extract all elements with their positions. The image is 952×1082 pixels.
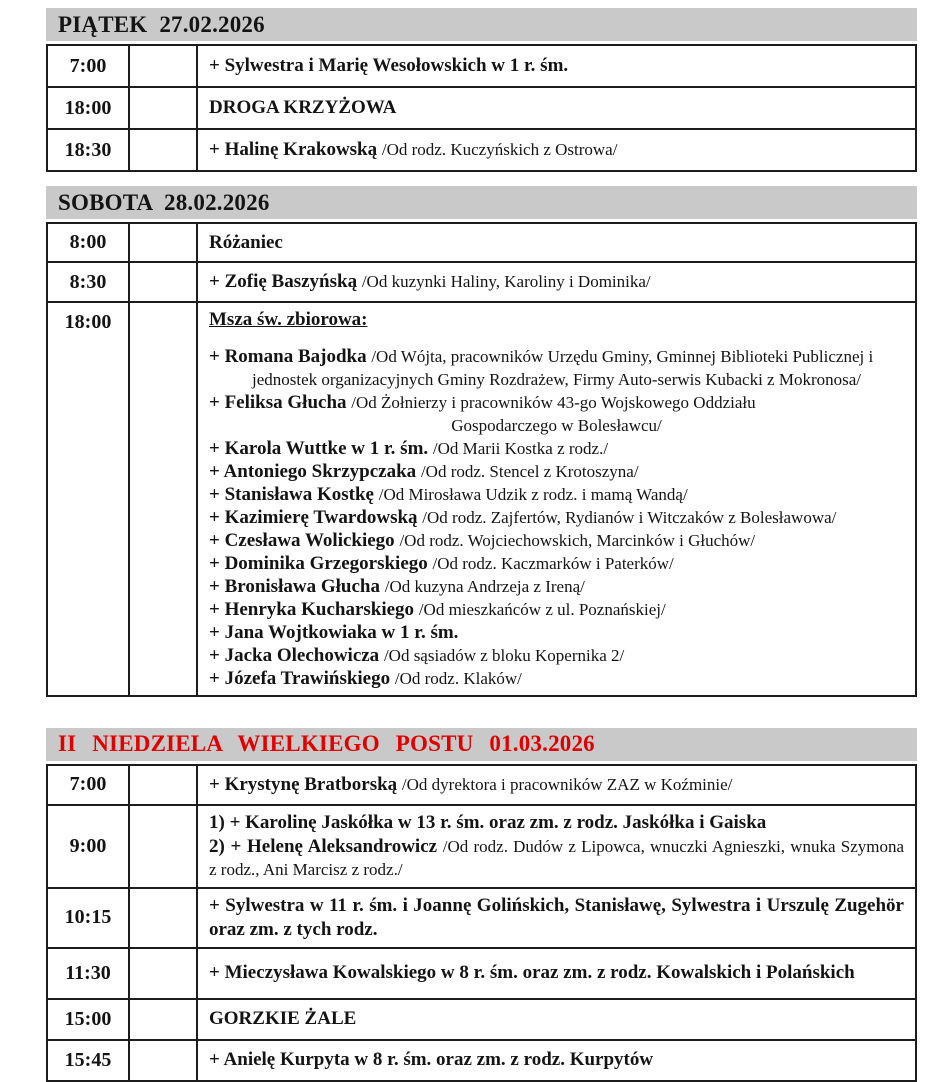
intention-text: + Anielę Kurpyta w 8 r. śm. oraz zm. z rodz. Kurpytów	[209, 1049, 654, 1071]
time-cell: 8:00	[47, 223, 129, 262]
blank-cell	[129, 223, 197, 262]
intention-text: + Romana Bajodka	[209, 345, 367, 367]
intention-cell	[197, 1040, 916, 1081]
intention-donor: /Od Marii Kostka z rodz./	[432, 438, 609, 458]
time-cell: 15:45	[47, 1040, 129, 1081]
intention-text: + Sylwestra i Marię Wesołowskich w 1 r. śm.	[209, 55, 569, 77]
section-header-sunday	[46, 728, 917, 761]
intention-donor: /Od rodz. Dudów z Lipowca, wnuczki Agnieszki, wnuka Szymona z rodz., Ani Marcisz z rodz./	[209, 836, 905, 880]
intention-cell	[197, 948, 916, 999]
table-row	[47, 1040, 916, 1081]
section-gap	[0, 172, 952, 186]
service-name: GORZKIE ŻALE	[209, 1008, 357, 1030]
intention-donor: /Od rodz. Wojciechowskich, Marcinków i Głuchów/	[399, 530, 756, 550]
friday-table	[46, 44, 917, 172]
intention-cell	[197, 999, 916, 1040]
section-header-saturday	[46, 186, 917, 219]
section-title: SOBOTA 28.02.2026	[58, 189, 270, 215]
time-cell: 9:00	[47, 805, 129, 888]
time-cell: 15:00	[47, 999, 129, 1040]
table-row	[47, 948, 916, 999]
intention-text: + Krystynę Bratborską	[209, 773, 398, 795]
intention-donor: /Od rodz. Zajfertów, Rydianów i Witczaków z Bolesławowa/	[422, 507, 837, 527]
collective-mass-heading: Msza św. zbiorowa:	[209, 309, 368, 330]
service-name: Różaniec	[209, 231, 283, 253]
table-row	[47, 87, 916, 129]
intention-item	[209, 552, 904, 575]
intention-donor: /Od rodz. Kaczmarków i Paterków/	[432, 553, 674, 573]
table-row	[47, 999, 916, 1040]
time-cell: 18:00	[47, 302, 129, 696]
intention-item	[209, 345, 904, 391]
intention-text: + Mieczysława Kowalskiego w 8 r. śm. oraz zm. z rodz. Kowalskich i Polańskich	[209, 962, 855, 984]
blank-cell	[129, 129, 197, 171]
intention-text: + Kazimierę Twardowską	[209, 506, 418, 528]
intention-cell	[197, 262, 916, 302]
collective-mass-cell	[197, 302, 916, 696]
intention-donor: /Od mieszkańców z ul. Poznańskiej/	[418, 599, 666, 619]
time-cell: 18:30	[47, 129, 129, 171]
intention-text: + Józefa Trawińskiego	[209, 667, 391, 689]
intention-donor: /Od Wójta, pracowników Urzędu Gminy, Gminnej Biblioteki Publicznej i	[371, 346, 874, 366]
intention-cell	[197, 805, 916, 888]
intention-text: + Antoniego Skrzypczaka	[209, 460, 417, 482]
service-name: DROGA KRZYŻOWA	[209, 97, 397, 119]
section-header-friday	[46, 8, 917, 41]
table-row	[47, 805, 916, 888]
intention-item	[209, 529, 904, 552]
intention-text-1: 1) + Karolinę Jaskółka w 13 r. śm. oraz zm. z rodz. Jaskółka i Gaiska	[209, 811, 767, 833]
time-cell: 18:00	[47, 87, 129, 129]
blank-cell	[129, 45, 197, 87]
intention-text: + Karola Wuttke w 1 r. śm.	[209, 437, 429, 459]
table-row	[47, 765, 916, 805]
time-cell: 10:15	[47, 888, 129, 948]
table-row	[47, 129, 916, 171]
table-row	[47, 262, 916, 302]
section-gap	[0, 697, 952, 728]
intention-text: + Halinę Krakowską	[209, 139, 378, 161]
intention-text: + Jacka Olechowicza	[209, 644, 380, 666]
intention-cell	[197, 45, 916, 87]
intention-name: 2) + Helenę Aleksandrowicz	[209, 835, 438, 857]
blank-cell	[129, 1040, 197, 1081]
sunday-table	[46, 764, 917, 1082]
intention-item	[209, 598, 904, 621]
intention-donor: /Od rodz. Stencel z Krotoszyna/	[420, 461, 639, 481]
intention-item	[209, 391, 904, 437]
section-title: PIĄTEK 27.02.2026	[58, 11, 265, 37]
intention-donor: /Od dyrektora i pracowników ZAZ w Koźminie/	[401, 774, 733, 794]
intention-text: + Bronisława Głucha	[209, 575, 380, 597]
intention-donor: /Od kuzyna Andrzeja z Ireną/	[384, 576, 585, 596]
intention-item	[209, 506, 904, 529]
intention-donor: /Od kuzynki Haliny, Karoliny i Dominika/	[361, 272, 651, 292]
intention-item	[209, 644, 904, 667]
intention-donor: /Od sąsiadów z bloku Kopernika 2/	[383, 645, 625, 665]
intention-item	[209, 667, 904, 690]
intention-donor: /Od Żołnierzy i pracowników 43-go Wojskowego Oddziału	[351, 392, 756, 412]
intention-text: + Henryka Kucharskiego	[209, 598, 415, 620]
intention-donor: /Od rodz. Kuczyńskich z Ostrowa/	[381, 140, 618, 160]
blank-cell	[129, 87, 197, 129]
time-cell: 8:30	[47, 262, 129, 302]
blank-cell	[129, 302, 197, 696]
blank-cell	[129, 999, 197, 1040]
time-cell: 11:30	[47, 948, 129, 999]
intention-cell	[197, 129, 916, 171]
blank-cell	[129, 262, 197, 302]
intention-cell	[197, 765, 916, 805]
intention-item	[209, 621, 904, 644]
intention-donor-continuation: Gospodarczego w Bolesławcu/	[451, 415, 662, 435]
intention-text: + Czesława Wolickiego	[209, 529, 395, 551]
intention-text: + Dominika Grzegorskiego	[209, 552, 428, 574]
saturday-table	[46, 222, 917, 697]
intention-item	[209, 483, 904, 506]
intention-donor: /Od Mirosława Udzik z rodz. i mamą Wandą/	[378, 484, 688, 504]
intention-item	[209, 460, 904, 483]
intention-cell	[197, 888, 916, 948]
table-row	[47, 45, 916, 87]
table-row	[47, 888, 916, 948]
blank-cell	[129, 948, 197, 999]
intention-text-2	[209, 835, 904, 883]
blank-cell	[129, 805, 197, 888]
intention-text: + Jana Wojtkowiaka w 1 r. śm.	[209, 621, 459, 643]
time-cell: 7:00	[47, 765, 129, 805]
intention-item	[209, 437, 904, 460]
intention-item	[209, 575, 904, 598]
intention-cell	[197, 223, 916, 262]
table-row	[47, 223, 916, 262]
intention-text: + Zofię Baszyńską	[209, 271, 358, 293]
top-margin	[0, 0, 952, 8]
intention-donor-continuation: jednostek organizacyjnych Gminy Rozdrażew, Firmy Auto-serwis Kubacki z Mokronosa/	[251, 369, 862, 389]
table-row	[47, 302, 916, 696]
section-title: II NIEDZIELA WIELKIEGO POSTU 01.03.2026	[58, 731, 595, 757]
time-cell: 7:00	[47, 45, 129, 87]
intention-donor: /Od rodz. Klaków/	[394, 668, 522, 688]
blank-cell	[129, 888, 197, 948]
intention-cell	[197, 87, 916, 129]
intention-text: + Sylwestra w 11 r. śm. i Joannę Golińskich, Stanisławę, Sylwestra i Urszulę Zugehör oraz zm. z tych rodz.	[209, 895, 904, 940]
blank-cell	[129, 765, 197, 805]
intention-text: + Stanisława Kostkę	[209, 483, 374, 505]
intention-text: + Feliksa Głucha	[209, 391, 347, 413]
